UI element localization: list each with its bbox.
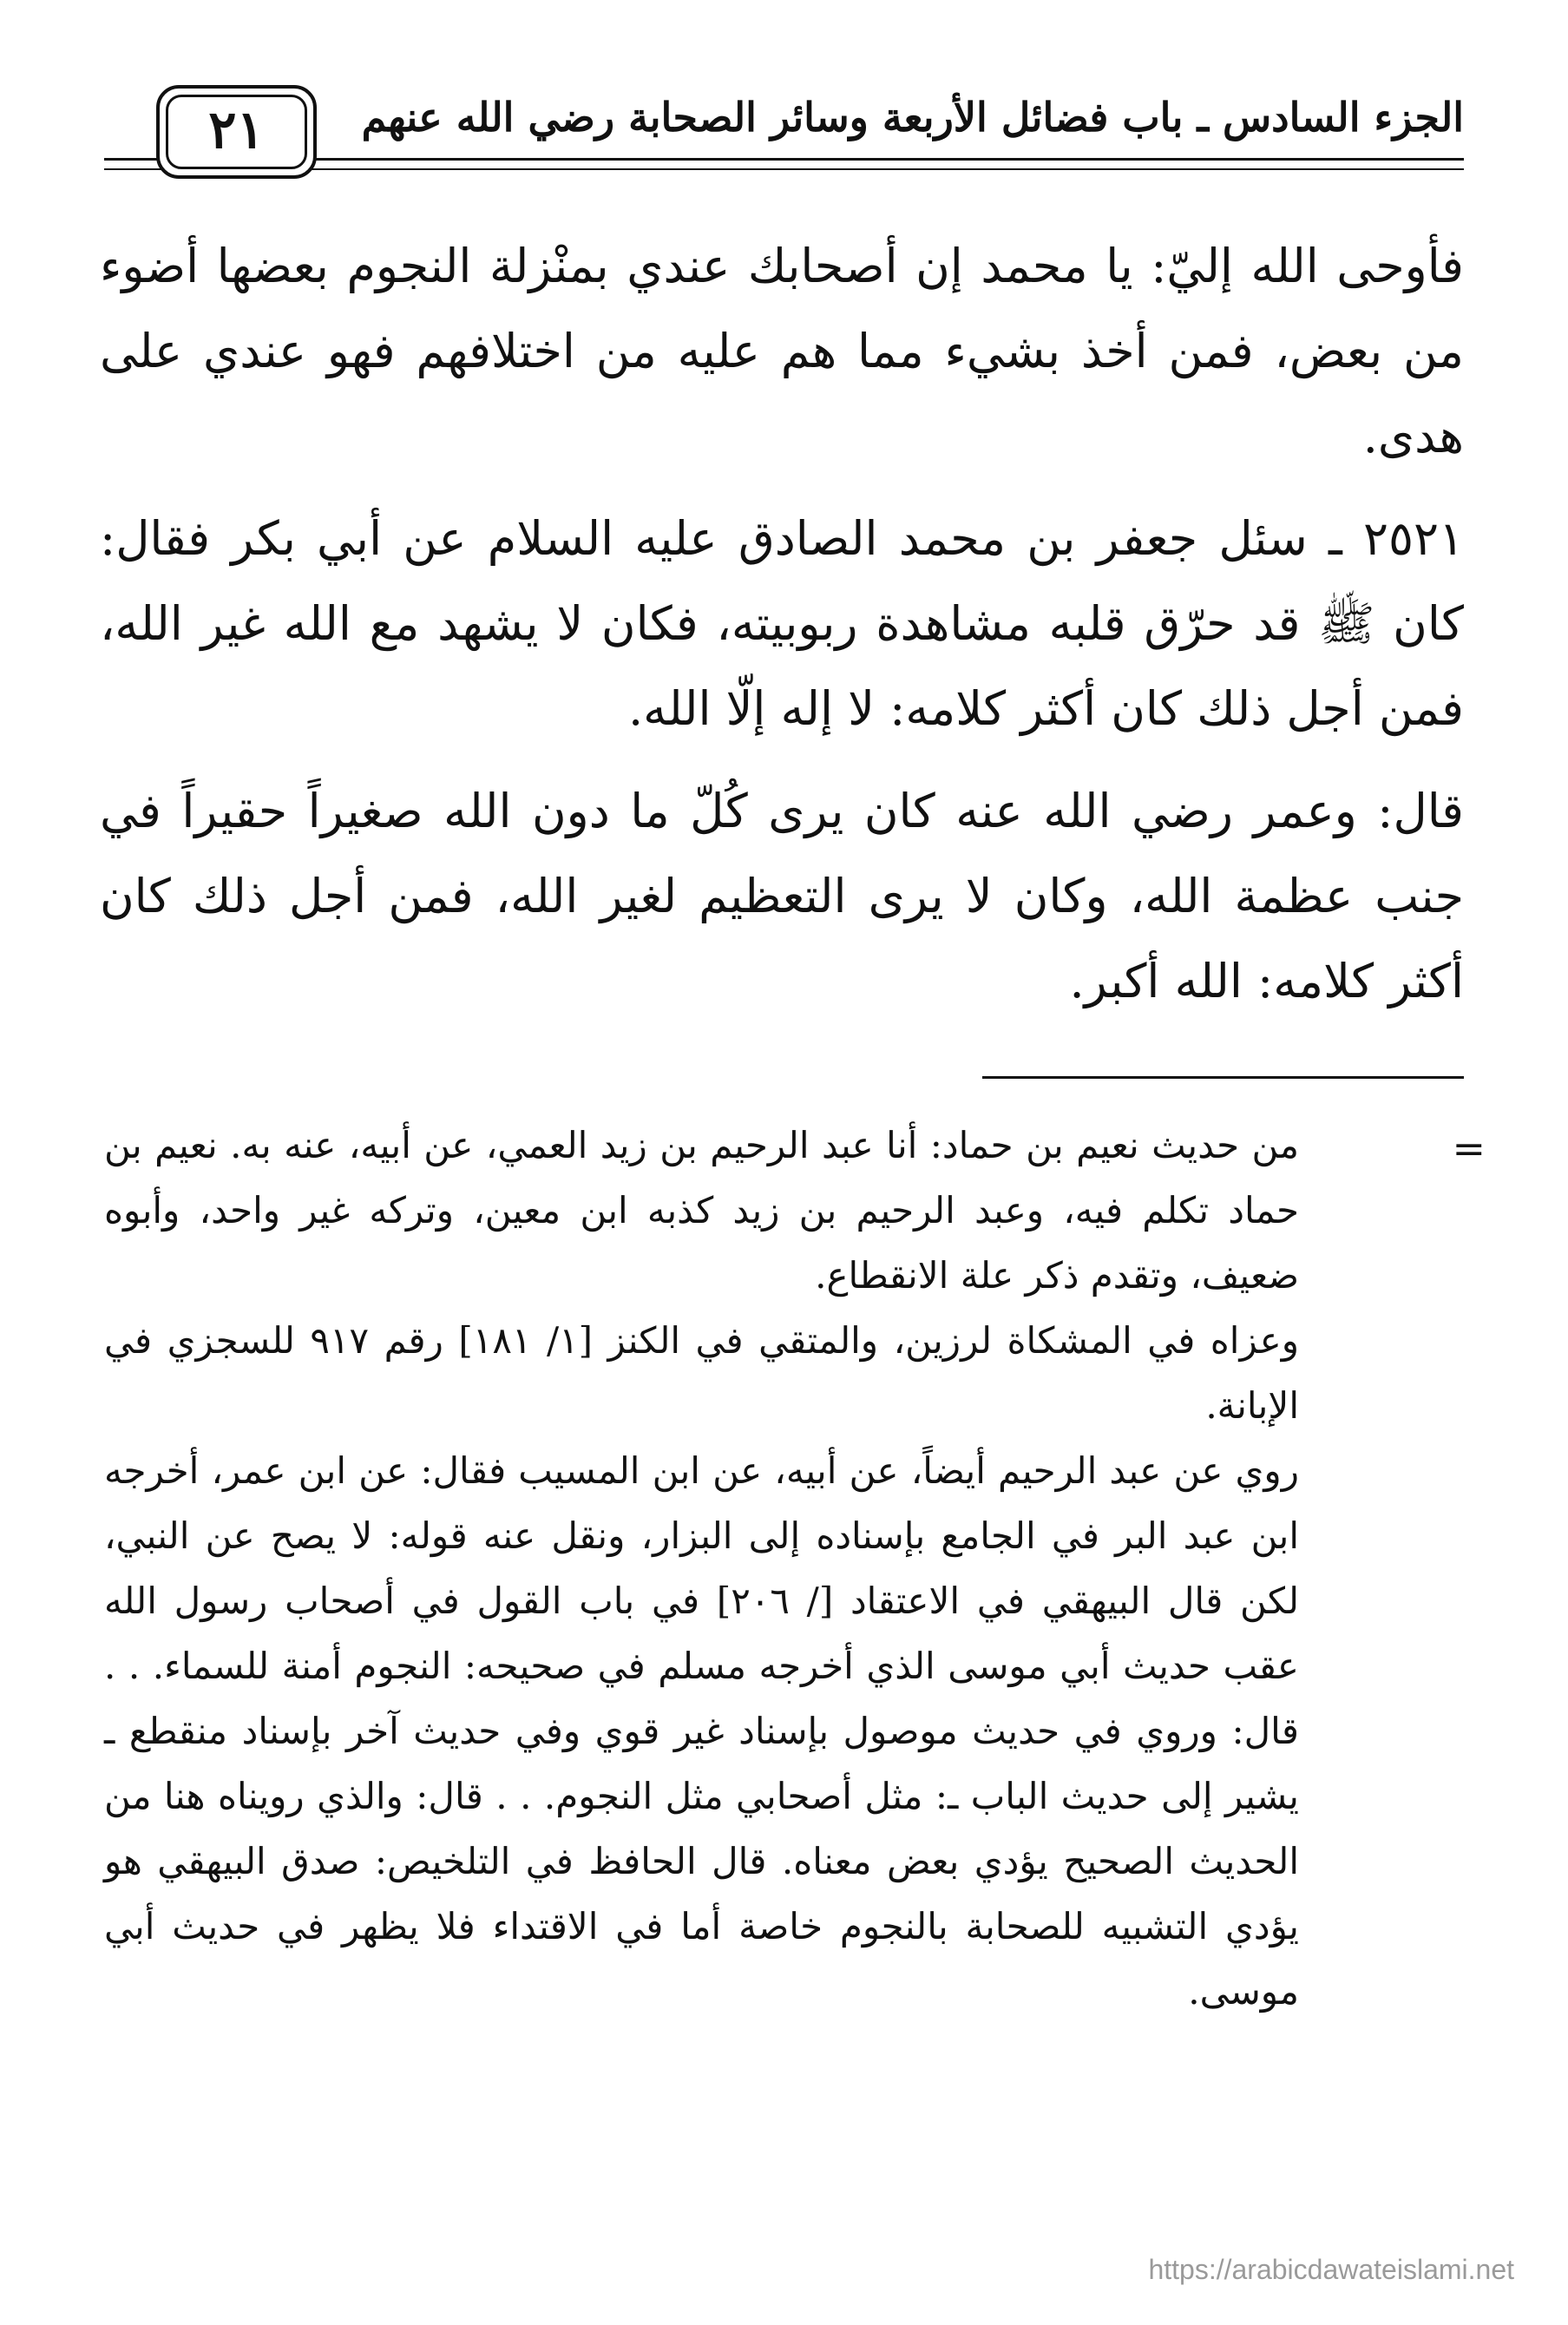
main-paragraph-3: قال: وعمر رضي الله عنه كان يرى كُلّ ما دون الله صغيراً حقيراً في جنب عظمة الله، وكان لا يرى التعظيم لغير الله، فمن أجل ذلك كان أكثر كلامه: الله أكبر.	[100, 784, 1464, 1008]
footnote-separator	[982, 1076, 1464, 1079]
main-paragraph-1: فأوحى الله إليّ: يا محمد إن أصحابك عندي بمنْزلة النجوم بعضها أضوء من بعض، فمن أخذ بشيء مما هم عليه من اختلافهم فهو عندي على هدى.	[100, 239, 1464, 463]
footnote-paragraph-2: وعزاه في المشكاة لرزين، والمتقي في الكنز [١/ ١٨١] رقم ٩١٧ للسجزي في الإبانة.	[104, 1319, 1299, 1427]
watermark-url: https://arabicdawateislami.net	[1148, 2254, 1514, 2285]
running-header-title: الجزء السادس ـ باب فضائل الأربعة وسائر الصحابة رضي الله عنهم	[361, 94, 1464, 141]
page-number: ٢١	[208, 100, 265, 161]
footnote-paragraph-1: من حديث نعيم بن حماد: أنا عبد الرحيم بن زيد العمي، عن أبيه، عنه به. نعيم بن حماد تكلم فيه، وعبد الرحيم بن زيد كذبه ابن معين، وتركه غير واحد، وأبوه ضعيف، وتقدم ذكر علة الانقطاع.	[104, 1124, 1299, 1297]
main-text	[100, 224, 1464, 1024]
footnotes	[104, 1113, 1299, 2024]
footnote-paragraph-3: روي عن عبد الرحيم أيضاً، عن أبيه، عن ابن المسيب فقال: عن ابن عمر، أخرجه ابن عبد البر في الجامع بإسناده إلى البزار، ونقل عنه قوله: لا يصح عن النبي، لكن قال البيهقي في الاعتقاد [/ ٢٠٦] في باب القول في أصحاب رسول الله عقب حديث أبي موسى الذي أخرجه مسلم في صحيحه: النجوم أمنة للسماء. . . قال: وروي في حديث موصول بإسناد غير قوي وفي حديث آخر بإسناد منقطع ـ يشير إلى حديث الباب ـ: مثل أصحابي مثل النجوم. . . قال: والذي رويناه هنا من الحديث الصحيح يؤدي بعض معناه. قال الحافظ في التلخيص: صدق البيهقي هو يؤدي التشبيه للصحابة بالنجوم خاصة أما في الاقتداء فلا يظهر في حديث أبي موسى.	[104, 1449, 1300, 2013]
main-paragraph-2: ٢٥٢١ ـ سئل جعفر بن محمد الصادق عليه السلام عن أبي بكر فقال: كان ﷺ قد حرّق قلبه مشاهدة ربوبيته، فكان لا يشهد مع الله غير الله، فمن أجل ذلك كان أكثر كلامه: لا إله إلّا الله.	[100, 511, 1464, 736]
footnote-continuation-mark: =	[1452, 1125, 1486, 1172]
page-number-frame	[156, 85, 317, 179]
